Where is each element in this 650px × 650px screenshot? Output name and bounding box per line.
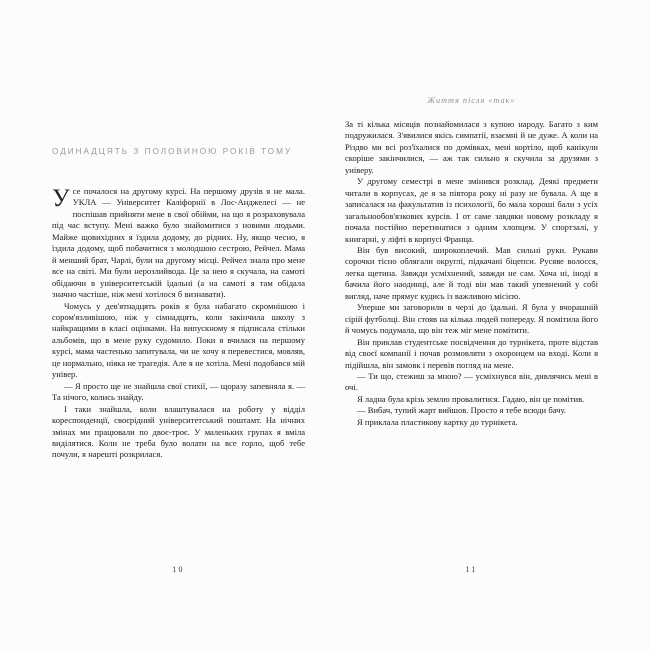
paragraph: — Вибач, тупий жарт вийшов. Просто я тебе всюди бачу. <box>357 405 567 416</box>
paragraph: — Я просто ще не знайшла свої стихії, — щоразу запевняла я. — Та нічого, колись знайду. <box>52 380 305 403</box>
paragraph: Чомусь у дев'ятнадцять років я була набагато скромнішою і сором'язливішою, ніж у сімнадцять, коли закінчила школу з найкращими в класі оцінками. На випускному я підписала стільки альбомів, що в мене руку судомило. Поки я вчилася на першому курсі, мама частенько запитувала, чи не хочу я перевестися, мовляв, це нормально, ніяка не трагедія. Але я не хотіла. Мені подобався мій універ. <box>52 300 305 380</box>
right-page-body <box>345 119 598 428</box>
paragraph: Я приклала пластикову картку до турнікета. <box>357 416 518 427</box>
page-number: 10 <box>172 565 185 574</box>
paragraph-text: се почалося на другому курсі. На першому друзів я не мала. УКЛА — Університет Каліфорнії в Лос-Анджелесі — не поспішав прийняти мене в свої обійми, на що я розраховувала під час вступу. Мені важко було знайомитися з новими людьми. Майже щовихідних я їздила додому, до рідних. Ну, якщо чесно, я їздила додому, щоб побачитися з молодшою сестрою, Рейчел. Мама й менший брат, Чарлі, були на другому місці. Рейчел знала про мене все на світі. Ми були нерозлийвода. Це за нею я скучала, на самоті обідаючи в університетській їдальні (а на самоті я там обідала значно частіше, ніж мені хотілося б визнавати). <box>52 186 305 300</box>
paragraph: І таки знайшла, коли влаштувалася на роботу у відділ кореспонденції, своєрідний університетський поштамт. На нічних змінах ми працювали по двоє-троє. У маленьких групах я вміла виділятися. Коли не треба було волати на все горло, щоб тебе почули, я нарешті розкрилася. <box>52 403 305 460</box>
drop-cap: У <box>52 185 70 212</box>
right-page <box>325 0 650 650</box>
paragraph: Він був високий, широкоплечий. Мав сильні руки. Рукави сорочки тісно облягали округлі, підкачані біцепси. Русяве волосся, легка щетина. Завжди усміхнений, завжди не сам. Хоча ні, іноді я бачила його наодинці, але й тоді він мав такий упевнений у собі вигляд, наче прямує кудись із важливою місією. <box>345 244 598 301</box>
paragraph: — Ти що, стежиш за мною? — усміхнувся він, дивлячись мені в очі. <box>345 370 598 393</box>
chapter-label: ОДИНАДЦЯТЬ З ПОЛОВИНОЮ РОКІВ ТОМУ <box>52 147 293 156</box>
running-head: Життя після «так» <box>427 96 516 105</box>
paragraph: За ті кілька місяців познайомилася з купою народу. Багато з ким подружилася. З'явилися якісь симпатії, взаємні й не дуже. А коли на Різдво ми всі роз'їхалися по домівках, мені кортіло, щоб канікули скоріше закінчилися, — аж так сильно я скучила за друзями з універу. <box>345 119 598 175</box>
page-number: 11 <box>465 565 478 574</box>
paragraph <box>52 186 305 301</box>
paragraph: Він приклав студентське посвідчення до турнікета, проте відстав від своєї компанії і почав розмовляти з охоронцем на вході. Коли я підійшла, він замовк і перевів погляд на мене. <box>345 336 598 370</box>
paragraph: У другому семестрі в мене змінився розклад. Деякі предмети читали в корпусах, де я за півтора року ні разу не бувала. А ще я записалася на факультатив із психології, бо мала хороші бали з усіх загальнообов'язкових курсів. І от саме завдяки новому розкладу я почала постійно перетинатися з одним хлопцем. У спортзалі, у книгарні, у ліфті в корпусі Франца. <box>345 176 598 244</box>
paragraph: Уперше ми заговорили в черзі до їдальні. Я була у вчорашній сірій футболці. Він стояв на кілька людей попереду. Я помітила його й чомусь подумала, що він теж міг мене помітити. <box>345 302 598 336</box>
left-page-body <box>52 186 305 461</box>
paragraph: Я ладна була крізь землю провалитися. Гадаю, він це помітив. <box>357 393 585 404</box>
